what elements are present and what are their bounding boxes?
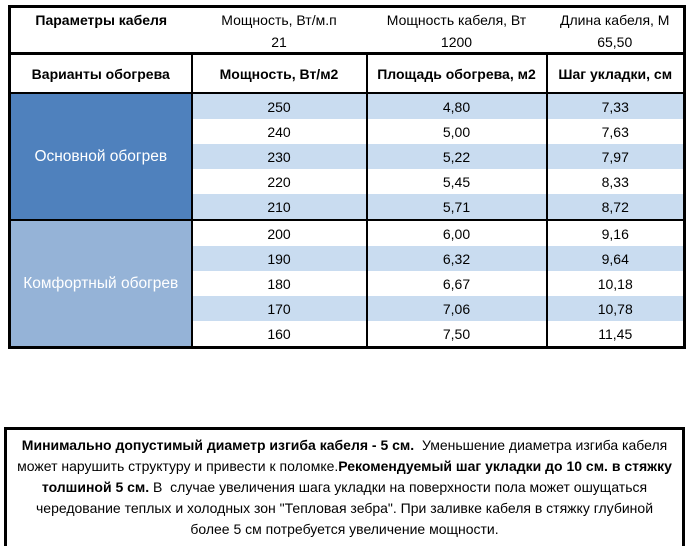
column-header-row [10,54,685,94]
cable-parameters-table [8,5,686,349]
cell-step: 11,45 [547,321,685,348]
cell-step: 8,72 [547,194,685,220]
cell-power: 200 [192,220,367,246]
table-row [10,93,685,119]
cell-area: 7,06 [367,296,547,321]
cell-power: 250 [192,93,367,119]
cell-power: 170 [192,296,367,321]
cell-area: 5,71 [367,194,547,220]
cell-area: 5,00 [367,119,547,144]
cell-step: 7,63 [547,119,685,144]
cell-power: 240 [192,119,367,144]
cell-power: 160 [192,321,367,348]
cell-step: 7,33 [547,93,685,119]
param-value-cable-power: 1200 [440,34,473,50]
cell-step: 9,64 [547,246,685,271]
params-title: Параметры кабеля [35,12,168,28]
params-empty-cell [10,32,192,54]
cell-area: 5,22 [367,144,547,169]
note-block [4,427,685,546]
header-area: Площадь обогрева, м2 [367,54,547,94]
note-text [7,430,682,546]
cell-power: 190 [192,246,367,271]
note-segment: Уменьшение диаметра изгиба кабеля может нарушить структуру и привести к поломке. [17,437,672,474]
param-label-cable-length: Длина кабеля, М [560,12,670,28]
cell-area: 6,00 [367,220,547,246]
params-values-row [10,32,685,54]
header-step: Шаг укладки, см [547,54,685,94]
cell-step: 9,16 [547,220,685,246]
note-segment: В случае увеличения шага укладки на поверхности пола может ошущаться чередование теплых и холодных зон "Тепловая зебра". При заливке кабеля в стяжку глубиной более 5 см потребуется увеличение мощности. [35,479,657,537]
header-heating-variants: Варианты обогрева [10,54,192,94]
table-row [10,220,685,246]
cell-power: 230 [192,144,367,169]
cell-step: 10,18 [547,271,685,296]
param-value-cable-length: 65,50 [597,34,633,50]
note-segment: Рекомендуемый шаг укладки до 10 см. в стяжку толшиной 5 см. [41,458,676,495]
cell-power: 210 [192,194,367,220]
cell-power: 180 [192,271,367,296]
param-label-cable-power: Мощность кабеля, Вт [386,12,527,28]
cell-area: 6,32 [367,246,547,271]
param-label-power-per-m: Мощность, Вт/м.п [221,12,337,28]
cell-power: 220 [192,169,367,194]
cell-step: 7,97 [547,144,685,169]
section-label-comfort-heating: Комфортный обогрев [10,220,192,348]
header-power: Мощность, Вт/м2 [192,54,367,94]
params-labels-row [10,7,685,33]
cell-area: 7,50 [367,321,547,348]
cell-area: 6,67 [367,271,547,296]
note-segment: Минимально допустимый диаметр изгиба кабеля - 5 см. [21,437,415,453]
cell-step: 10,78 [547,296,685,321]
cell-area: 5,45 [367,169,547,194]
section-label-main-heating: Основной обогрев [10,93,192,220]
param-value-power-per-m: 21 [271,34,287,50]
cell-step: 8,33 [547,169,685,194]
cell-area: 4,80 [367,93,547,119]
